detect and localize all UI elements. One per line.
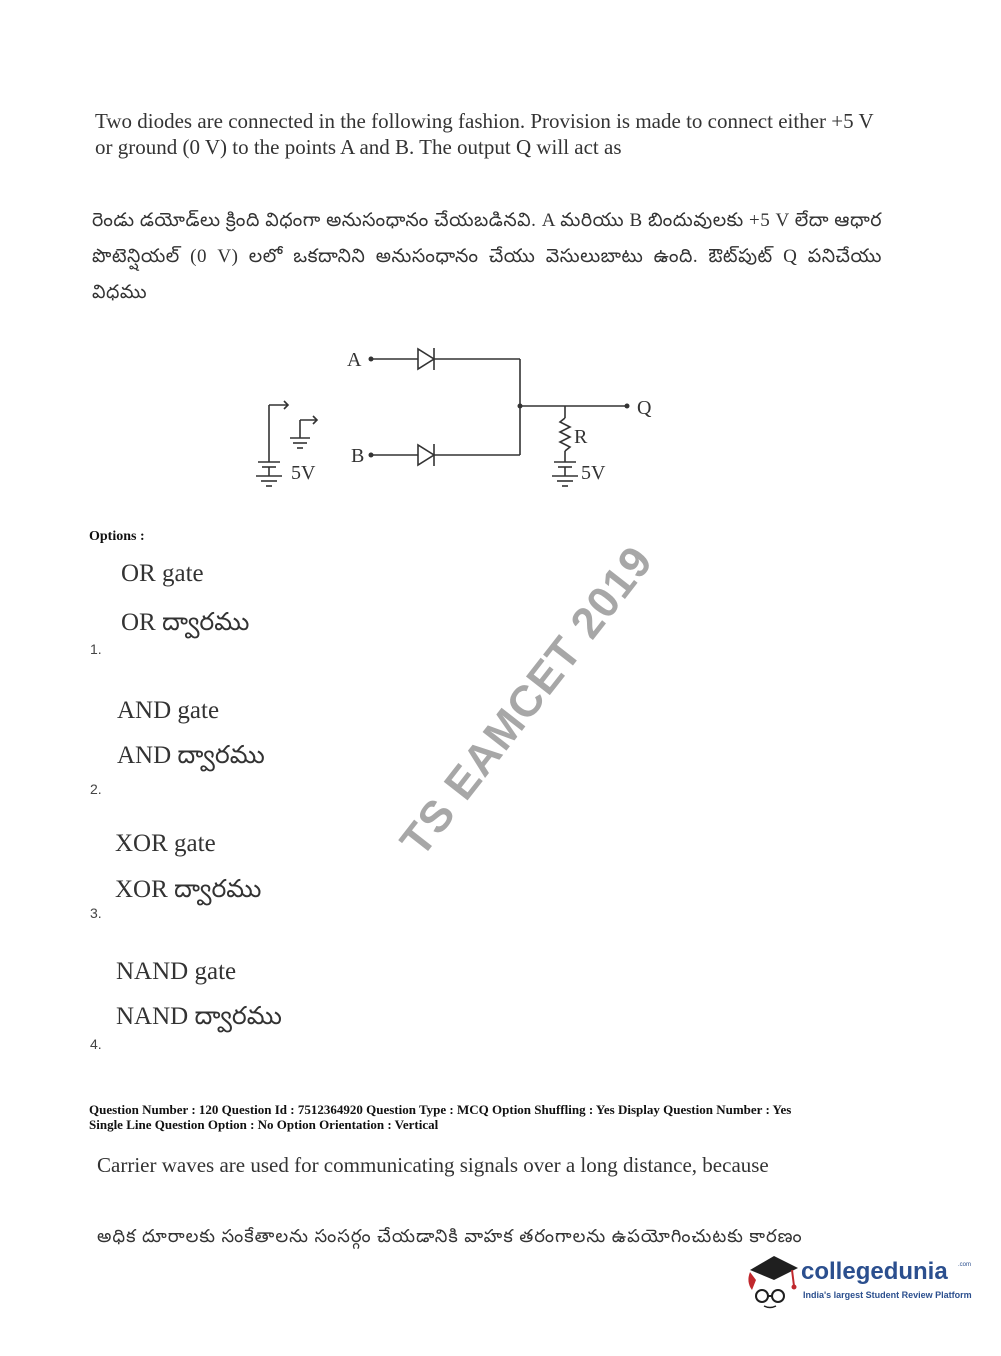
option-4-number: 4. xyxy=(90,1036,102,1052)
next-question-english: Carrier waves are used for communicating signals over a long distance, because xyxy=(97,1153,769,1177)
logo-tagline: India's largest Student Review Platform xyxy=(803,1290,972,1300)
node-q xyxy=(625,404,630,409)
label-5v-left: 5V xyxy=(291,462,316,484)
option-3-english: XOR gate xyxy=(115,830,216,857)
option-2-english: AND gate xyxy=(117,697,220,724)
node-b xyxy=(369,453,374,458)
option-2-telugu: AND ద్వారము xyxy=(117,742,265,769)
option-1-number: 1. xyxy=(90,641,102,657)
node-a xyxy=(369,357,374,362)
logo-name: collegedunia xyxy=(801,1258,948,1285)
label-5v-right: 5V xyxy=(581,462,606,484)
junction-node xyxy=(518,404,523,409)
label-q: Q xyxy=(637,397,652,419)
question-text-telugu: రెండు డయోడ్‌లు క్రింది విధంగా అనుసంధానం చేయబడినవి. A మరియు B బిందువులకు +5 V లేదా ఆధార పొటెన్షియల్ (0 V) లలో ఒకదానిని అనుసంధానం చేయు వెసులుబాటు ఉంది. ఔట్‌పుట్ Q పనిచేయు విధము xyxy=(92,210,882,303)
logo-suffix: .com xyxy=(958,1262,972,1268)
label-b: B xyxy=(351,445,365,467)
options-label: Options : xyxy=(89,529,145,544)
next-question-telugu: అధిక దూరాలకు సంకేతాలను సంసర్గం చేయడానికి వాహక తరంగాలను ఉపయోగించుటకు కారణం xyxy=(97,1226,803,1246)
collegedunia-logo xyxy=(742,1250,982,1310)
diode-circuit-diagram xyxy=(240,330,660,505)
label-a: A xyxy=(347,349,362,371)
option-3-number: 3. xyxy=(90,905,102,921)
option-1-english: OR gate xyxy=(121,560,204,587)
question-meta-line-1: Question Number : 120 Question Id : 7512364920 Question Type : MCQ Option Shuffling : Yes Display Question Number : Yes xyxy=(89,1102,792,1117)
mascot-icon xyxy=(742,1250,802,1310)
label-r: R xyxy=(574,426,588,448)
option-3-telugu: XOR ద్వారము xyxy=(115,876,262,903)
watermark: TS EAMCET 2019 xyxy=(391,536,663,866)
option-4-telugu: NAND ద్వారము xyxy=(116,1003,282,1030)
option-4-english: NAND gate xyxy=(116,958,237,985)
question-meta-line-2: Single Line Question Option : No Option Orientation : Vertical xyxy=(89,1117,439,1132)
question-text-english: Two diodes are connected in the following fashion. Provision is made to connect either +5 V or ground (0 V) to the points A and B. The output Q will act as xyxy=(95,109,874,159)
option-1-telugu: OR ద్వారము xyxy=(121,609,250,636)
option-2-number: 2. xyxy=(90,781,102,797)
question-meta xyxy=(89,1102,919,1132)
